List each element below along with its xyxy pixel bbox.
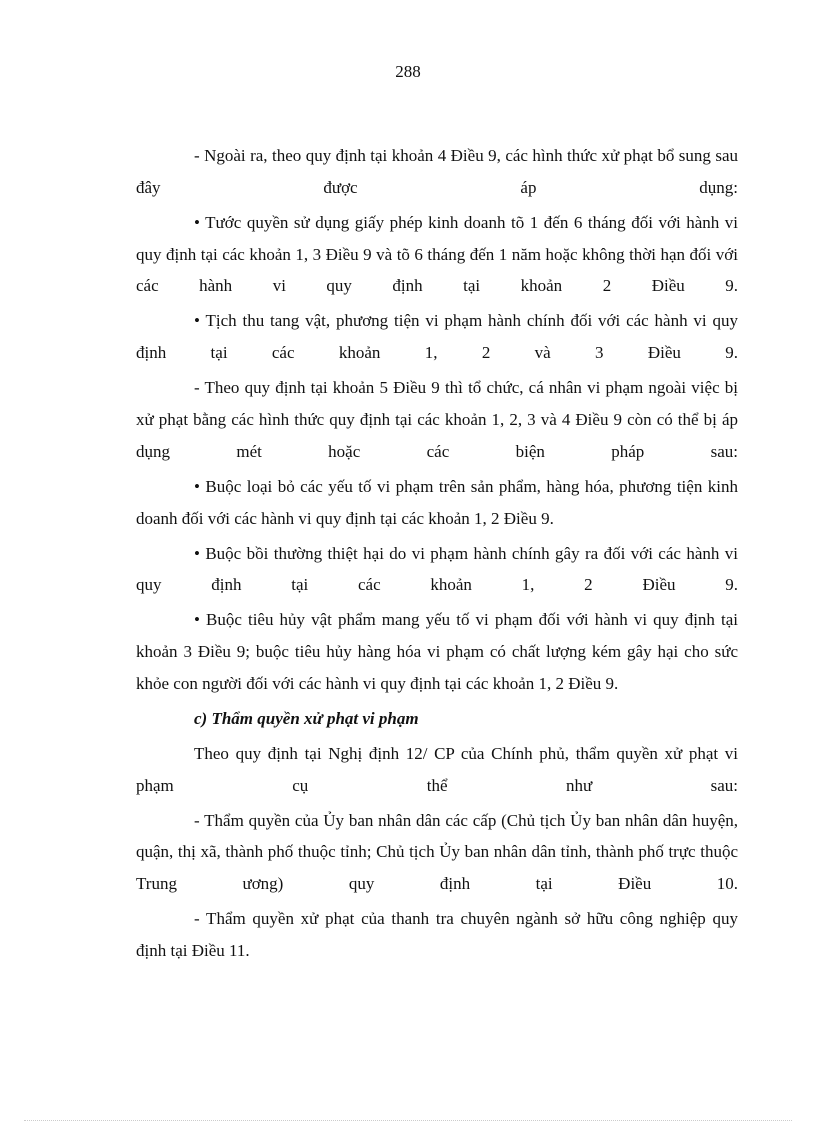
bullet-paragraph: • Buộc tiêu hủy vật phẩm mang yếu tố vi phạm đối với hành vi quy định tại khoản 3 Điều 9; buộc tiêu hủy hàng hóa vi phạm có chất lượng kém gây hại cho sức khỏe con người đối với các hành vi quy định tại các khoản 1, 2 Điều 9. xyxy=(136,610,738,693)
bullet-paragraph: • Buộc bồi thường thiệt hại do vi phạm hành chính gây ra đối với các hành vi quy định tại các khoản 1, 2 Điều 9. xyxy=(136,543,738,595)
bullet-paragraph: • Tịch thu tang vật, phương tiện vi phạm hành chính đối với các hành vi quy định tại các khoản 1, 2 và 3 Điều 9. xyxy=(136,311,738,363)
page-bottom-rule xyxy=(24,1120,792,1121)
bullet-paragraph: • Buộc loại bỏ các yếu tố vi phạm trên sản phẩm, hàng hóa, phương tiện kinh doanh đối với các hành vi quy định tại các khoản 1, 2 Điều 9. xyxy=(136,476,738,528)
section-heading: c) Thẩm quyền xử phạt vi phạm xyxy=(194,708,419,728)
bullet-paragraph: • Tước quyền sử dụng giấy phép kinh doanh tõ 1 đến 6 tháng đối với hành vi quy định tại các khoản 1, 3 Điều 9 và tõ 6 tháng đến 1 năm hoặc không thời hạn đối với các hành vi quy định tại khoản 2 Điều 9. xyxy=(136,212,738,296)
paragraph: - Ngoài ra, theo quy định tại khoản 4 Điều 9, các hình thức xử phạt bổ sung sau đây được áp dụng: xyxy=(136,146,738,197)
paragraph: Theo quy định tại Nghị định 12/ CP của Chính phủ, thẩm quyền xử phạt vi phạm cụ thể như sau: xyxy=(136,743,738,795)
paragraph: - Thẩm quyền xử phạt của thanh tra chuyên ngành sở hữu công nghiệp quy định tại Điều 11. xyxy=(136,909,738,960)
page-number: 288 xyxy=(395,62,421,81)
paragraph: - Thẩm quyền của Ủy ban nhân dân các cấp (Chủ tịch Ủy ban nhân dân huyện, quận, thị xã, thành phố thuộc tỉnh; Chủ tịch Ủy ban nhân dân tỉnh, thành phố trực thuộc Trung ương) quy định tại Điều 10. xyxy=(136,810,738,894)
paragraph: - Theo quy định tại khoản 5 Điều 9 thì tổ chức, cá nhân vi phạm ngoài việc bị xử phạt bằng các hình thức quy định tại các khoản 1, 2, 3 và 4 Điều 9 còn có thể bị áp dụng mét hoặc các biện pháp sau: xyxy=(136,378,738,461)
document-body xyxy=(136,140,738,970)
